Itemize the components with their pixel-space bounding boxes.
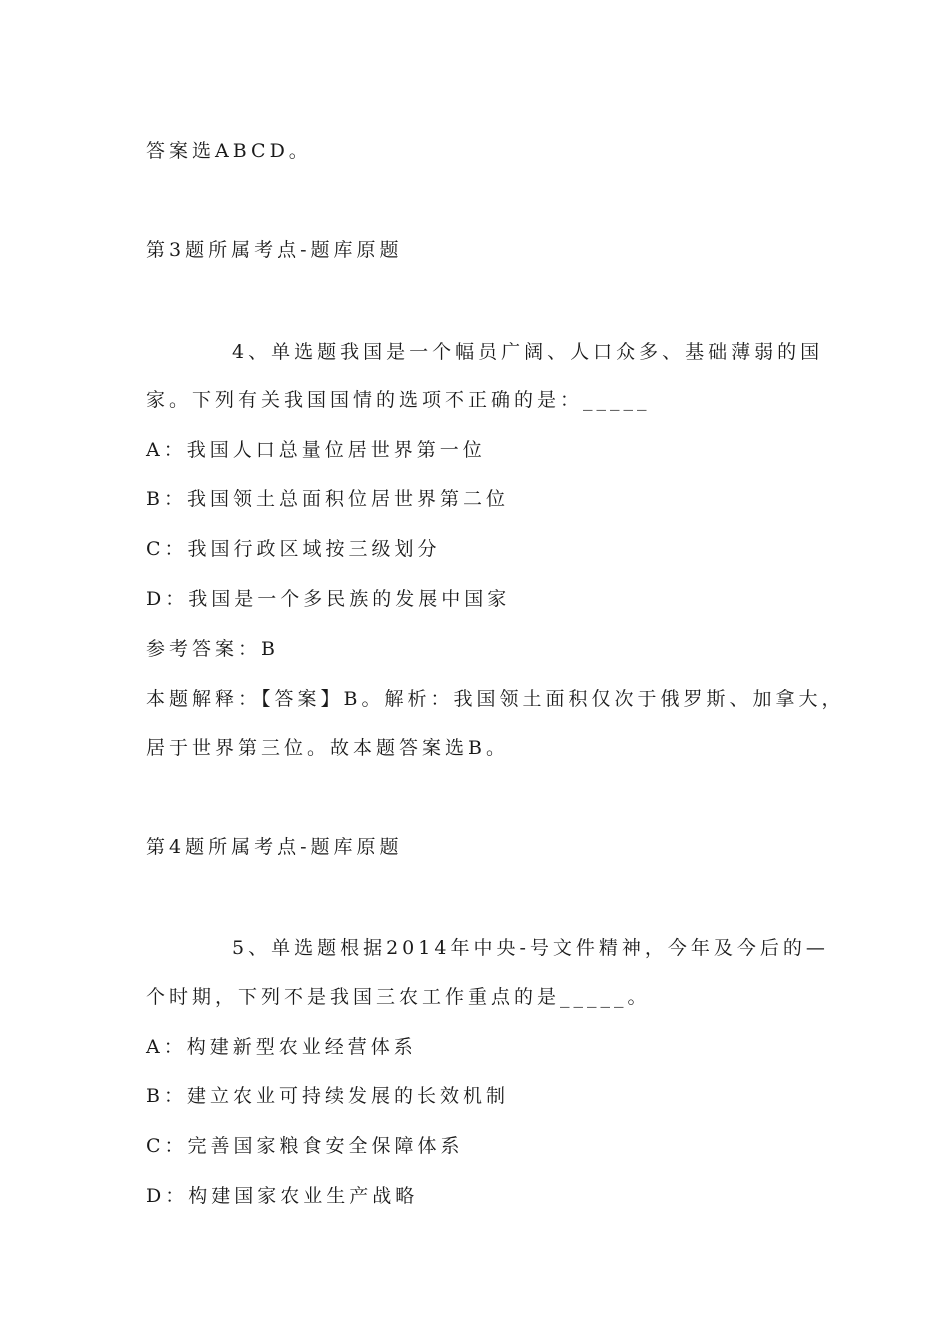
q4-reference-answer: 参考答案：B — [146, 638, 279, 660]
q5-option-c: C：完善国家粮食安全保障体系 — [146, 1135, 464, 1157]
q5-option-b: B：建立农业可持续发展的长效机制 — [146, 1085, 509, 1107]
q4-stem-line-1: 4、单选题我国是一个幅员广阔、人口众多、基础薄弱的国 — [232, 341, 824, 363]
q4-topic-label: 第4题所属考点-题库原题 — [146, 836, 403, 858]
q4-option-a: A：我国人口总量位居世界第一位 — [146, 439, 486, 461]
q5-option-a: A：构建新型农业经营体系 — [146, 1036, 417, 1058]
q4-option-c: C：我国行政区域按三级划分 — [146, 538, 441, 560]
q5-stem-line-2: 个时期，下列不是我国三农工作重点的是_____。 — [146, 986, 651, 1008]
q4-stem-line-2: 家。下列有关我国国情的选项不正确的是：_____ — [146, 389, 651, 411]
q4-explanation-line-1: 本题解释：【答案】B。解析：我国领土面积仅次于俄罗斯、加拿大， — [146, 688, 845, 710]
q5-stem-line-1: 5、单选题根据2014年中央-号文件精神，今年及今后的— — [232, 937, 829, 959]
previous-answer-tail: 答案选ABCD。 — [146, 140, 312, 162]
q4-explanation-line-2: 居于世界第三位。故本题答案选B。 — [146, 737, 509, 759]
q3-topic-label: 第3题所属考点-题库原题 — [146, 239, 403, 261]
q4-option-d: D：我国是一个多民族的发展中国家 — [146, 588, 511, 610]
q4-option-b: B：我国领土总面积位居世界第二位 — [146, 488, 509, 510]
q5-option-d: D：构建国家农业生产战略 — [146, 1185, 419, 1207]
